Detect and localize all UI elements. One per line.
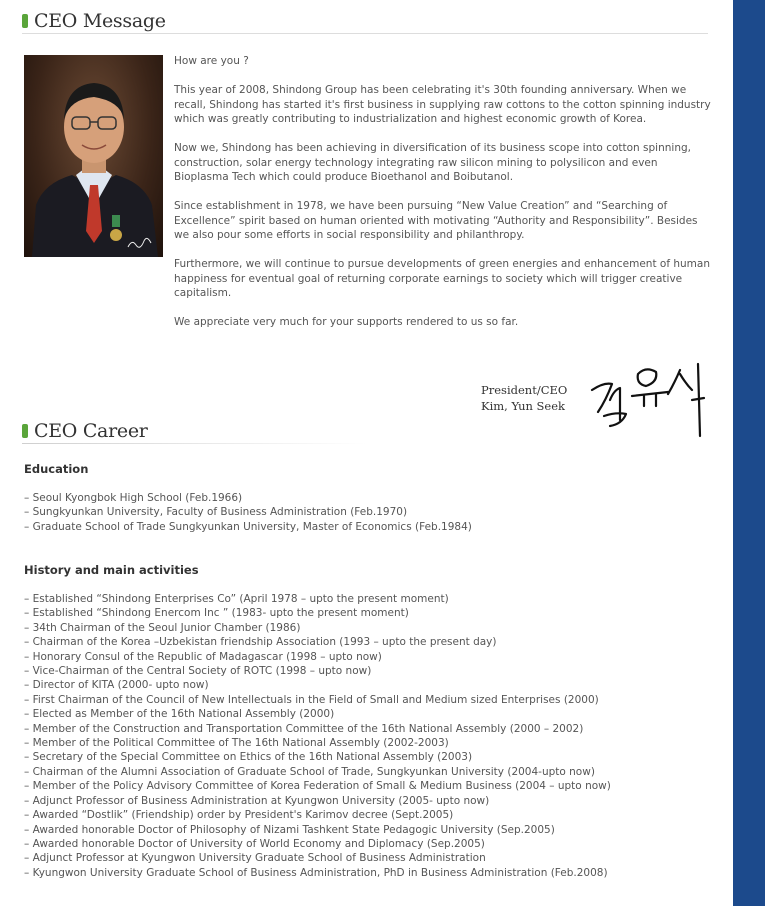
list-item: – Awarded “Dostlik” (Friendship) order by President's Karimov decree (Sept.2005) [24, 809, 454, 822]
list-item: – Chairman of the Korea –Uzbekistan friendship Association (1993 – upto the present day) [24, 636, 497, 649]
title-marker-icon [22, 424, 28, 438]
list-item: – Member of the Political Committee of The 16th National Assembly (2002-2003) [24, 737, 449, 750]
handwritten-signature [586, 360, 716, 440]
message-paragraph: How are you ? [174, 55, 249, 67]
list-item: – Awarded honorable Doctor of Philosophy of Nizami Tashkent State Pedagogic University (Sep.2005) [24, 823, 555, 836]
list-item: – Established “Shindong Enercom Inc ” (1983- upto the present moment) [24, 607, 409, 620]
ceo-message-header [22, 8, 166, 34]
ceo-portrait [24, 55, 163, 257]
ceo-career-header [22, 418, 148, 444]
history-list [24, 592, 611, 880]
list-item: – Member of the Construction and Transportation Committee of the 16th National Assembly (2000 – 2002) [24, 722, 584, 735]
list-item: – Awarded honorable Doctor of University of World Economy and Diplomacy (Sep.2005) [24, 837, 485, 850]
ceo-message-title: CEO Message [34, 10, 166, 32]
message-paragraph: Furthermore, we will continue to pursue developments of green energies and enhancement of human happiness for eventual goal of returning corporate earnings to society which will trigger creative capitalism. [174, 258, 710, 299]
list-item: – Adjunct Professor at Kyungwon University Graduate School of Business Administration [24, 852, 486, 865]
education-heading: Education [24, 462, 89, 476]
message-paragraph: This year of 2008, Shindong Group has been celebrating it's 30th founding anniversary. When we recall, Shindong has started it's first business in supplying raw cottons to the cotton spinning industry which was greatly contributing to industrialization and highest economic growth of Korea. [174, 84, 711, 125]
divider [22, 33, 708, 34]
message-paragraph: Since establishment in 1978, we have been pursuing “New Value Creation” and “Searching of Excellence” spirit based on human oriented with motivating “Authority and Responsibility”. Besides we also pour some efforts in social responsibility and philanthropy. [174, 200, 698, 241]
list-item: – Adjunct Professor of Business Administration at Kyungwon University (2005- upto now) [24, 794, 490, 807]
ceo-message-body [174, 54, 714, 344]
list-item: – Secretary of the Special Committee on Ethics of the 16th National Assembly (2003) [24, 751, 473, 764]
list-item: – Seoul Kyongbok High School (Feb.1966) [24, 492, 243, 504]
signature-name: Kim, Yun Seek [481, 399, 566, 413]
list-item: – 34th Chairman of the Seoul Junior Chamber (1986) [24, 621, 301, 634]
list-item: – Honorary Consul of the Republic of Madagascar (1998 – upto now) [24, 650, 382, 663]
list-item: – First Chairman of the Council of New Intellectuals in the Field of Small and Medium sized Enterprises (2000) [24, 693, 599, 706]
history-heading: History and main activities [24, 563, 199, 577]
ceo-career-title: CEO Career [34, 420, 148, 442]
list-item: – Elected as Member of the 16th National Assembly (2000) [24, 708, 335, 721]
message-paragraph: We appreciate very much for your supports rendered to us so far. [174, 316, 519, 328]
portrait-illustration [24, 55, 163, 257]
list-item: – Director of KITA (2000- upto now) [24, 679, 209, 692]
signature-label [481, 382, 567, 414]
right-side-bar [733, 0, 765, 906]
title-marker-icon [22, 14, 28, 28]
list-item: – Established “Shindong Enterprises Co” (April 1978 – upto the present moment) [24, 593, 449, 605]
list-item: – Kyungwon University Graduate School of Business Administration, PhD in Business Administration (Feb.2008) [24, 866, 608, 879]
signature-position: President/CEO [481, 383, 568, 397]
list-item: – Graduate School of Trade Sungkyunkan University, Master of Economics (Feb.1984) [24, 520, 472, 533]
list-item: – Member of the Policy Advisory Committee of Korea Federation of Small & Medium Business (2004 – upto now) [24, 780, 611, 793]
education-list [24, 491, 472, 534]
list-item: – Vice-Chairman of the Central Society of ROTC (1998 – upto now) [24, 665, 372, 678]
list-item: – Sungkyunkan University, Faculty of Business Administration (Feb.1970) [24, 506, 408, 519]
divider [22, 443, 367, 444]
list-item: – Chairman of the Alumni Association of Graduate School of Trade, Sungkyunkan University (2004-upto now) [24, 765, 595, 778]
message-paragraph: Now we, Shindong has been achieving in diversification of its business scope into cotton spinning, construction, solar energy technology integrating raw silicon mining to polysilicon and even Bioplasma Tech which could produce Bioethanol and Boibutanol. [174, 142, 691, 183]
